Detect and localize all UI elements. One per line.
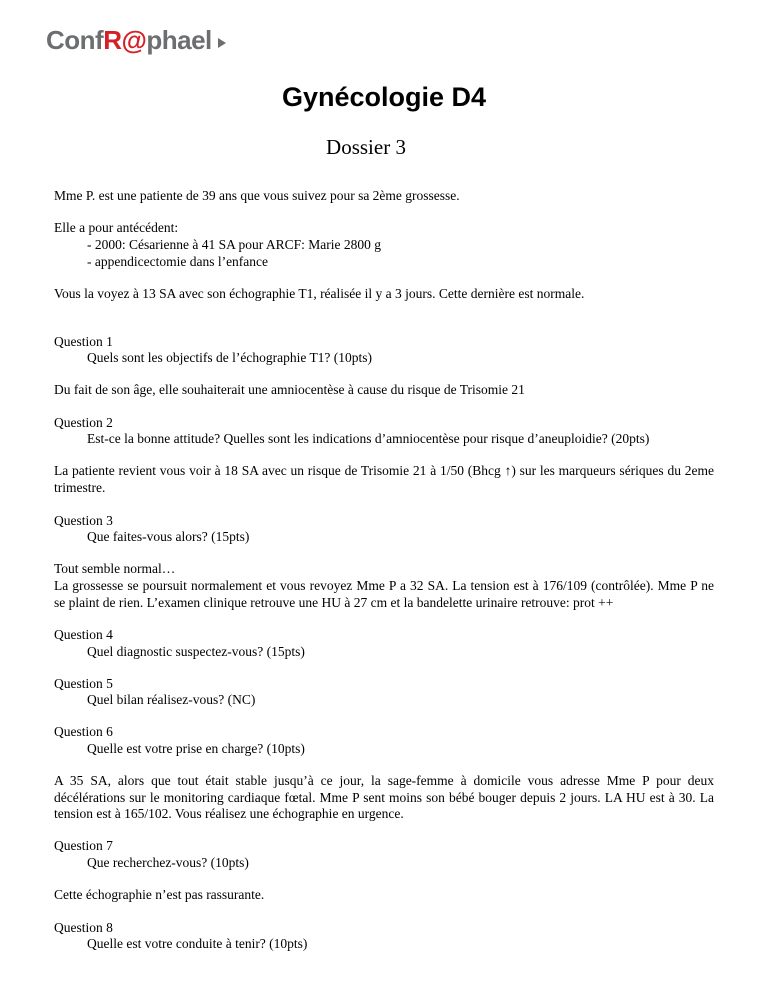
antecedent-item: - 2000: Césarienne à 41 SA pour ARCF: Marie 2800 g: [87, 237, 381, 252]
question-text: Est-ce la bonne attitude? Quelles sont les indications d’amniocentèse pour risque d’aneuploidie? (20pts): [87, 431, 650, 446]
question-text: Quel diagnostic suspectez-vous? (15pts): [87, 644, 305, 659]
t1-paragraph: Vous la voyez à 13 SA avec son échographie T1, réalisée il y a 3 jours. Cette dernière est normale.: [54, 286, 585, 301]
question-label: Question 3: [54, 513, 113, 528]
35sa-paragraph: A 35 SA, alors que tout était stable jusqu’à ce jour, la sage-femme à domicile vous adresse Mme P pour deux décélérations sur le monitoring cardiaque fœtal. Mme P sent moins son bébé bouger depuis 2 jours. LA HU est à 30. La tension est à 165/102. Vous réalisez une échographie en urgence.: [54, 773, 714, 821]
question-label: Question 1: [54, 334, 113, 349]
question-label: Question 6: [54, 724, 113, 739]
echo-paragraph: Cette échographie n’est pas rassurante.: [54, 887, 265, 902]
antecedent-item: - appendicectomie dans l’enfance: [87, 254, 269, 269]
question-label: Question 4: [54, 627, 113, 642]
question-text: Que recherchez-vous? (10pts): [87, 855, 249, 870]
logo-arrow-icon: [218, 38, 226, 48]
18sa-paragraph: La patiente revient vous voir à 18 SA avec un risque de Trisomie 21 à 1/50 (Bhcg ↑) sur les marqueurs sériques du 2eme trimestre.: [54, 463, 714, 495]
confraphael-logo: [46, 22, 226, 58]
document-title: Gynécologie D4: [281, 82, 487, 112]
question-label: Question 7: [54, 838, 113, 853]
32sa-paragraph: La grossesse se poursuit normalement et vous revoyez Mme P a 32 SA. La tension est à 176/109 (contrôlée). Mme P ne se plaint de rien. L’examen clinique retrouve une HU à 27 cm et la bandelette urinaire retrouve: prot ++: [54, 578, 714, 610]
age-paragraph: Du fait de son âge, elle souhaiterait une amniocentèse à cause du risque de Trisomie 21: [54, 382, 525, 397]
logo-text-ra: R@: [103, 24, 147, 55]
logo-text-conf: Conf: [46, 24, 104, 55]
question-label: Question 2: [54, 415, 113, 430]
question-label: Question 8: [54, 920, 113, 935]
question-label: Question 5: [54, 676, 113, 691]
question-text: Quel bilan réalisez-vous? (NC): [87, 692, 256, 707]
logo-text-phael: phael: [146, 24, 212, 55]
intro-paragraph: Mme P. est une patiente de 39 ans que vous suivez pour sa 2ème grossesse.: [54, 188, 460, 203]
normal-paragraph: Tout semble normal…: [54, 561, 176, 576]
question-text: Quelle est votre conduite à tenir? (10pts): [87, 936, 308, 951]
question-text: Que faites-vous alors? (15pts): [87, 529, 250, 544]
question-text: Quels sont les objectifs de l’échographie T1? (10pts): [87, 350, 373, 365]
document-subtitle: Dossier 3: [326, 135, 406, 159]
question-text: Quelle est votre prise en charge? (10pts): [87, 741, 305, 756]
antecedents-heading: Elle a pour antécédent:: [54, 220, 179, 235]
